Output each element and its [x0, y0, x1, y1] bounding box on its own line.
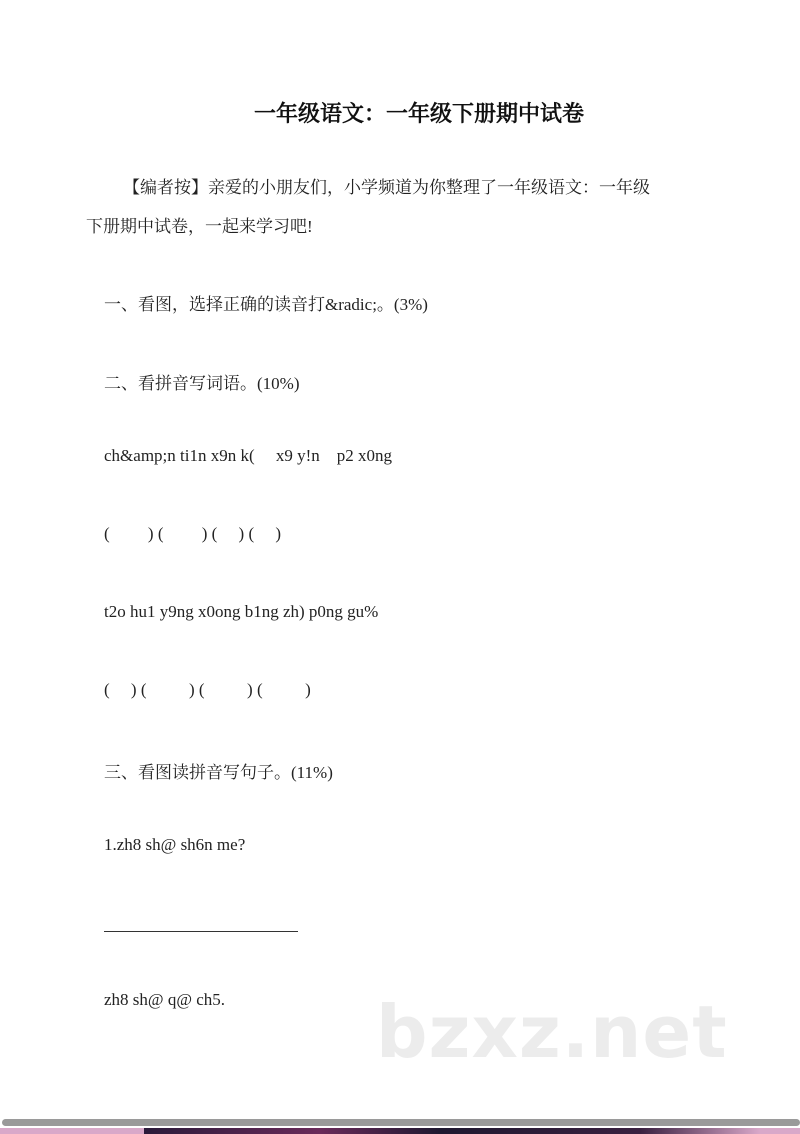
section-3-heading: 三、看图读拼音写句子。(11%): [104, 763, 333, 782]
pinyin-row-1: ch&amp;n ti1n x9n k( x9 y!n p2 x0ng: [104, 446, 393, 465]
page-title: 一年级语文：一年级下册期中试卷: [253, 102, 584, 127]
background-image-strip: [0, 1128, 800, 1134]
horizontal-scrollbar[interactable]: [2, 1119, 800, 1126]
section-2-heading: 二、看拼音写词语。(10%): [104, 374, 300, 393]
answer-brackets-row-2: ( ) ( ) ( ) ( ): [104, 680, 311, 699]
sentence-2: zh8 sh@ q@ ch5.: [104, 990, 226, 1009]
sentence-1: 1.zh8 sh@ sh6n me?: [104, 835, 246, 854]
answer-brackets-row-1: ( ) ( ) ( ) ( ): [104, 524, 282, 543]
pinyin-row-2: t2o hu1 y9ng x0ong b1ng zh) p0ng gu%: [104, 602, 379, 621]
editor-note-line-2: 下册期中试卷，一起来学习吧!: [86, 217, 313, 236]
section-1-heading: 一、看图，选择正确的读音打&radic;。(3%): [104, 295, 428, 314]
answer-underline: [104, 931, 298, 932]
watermark: bzxz.net: [376, 990, 728, 1074]
editor-note-line-1: 【编者按】亲爱的小朋友们，小学频道为你整理了一年级语文：一年级: [123, 178, 650, 197]
